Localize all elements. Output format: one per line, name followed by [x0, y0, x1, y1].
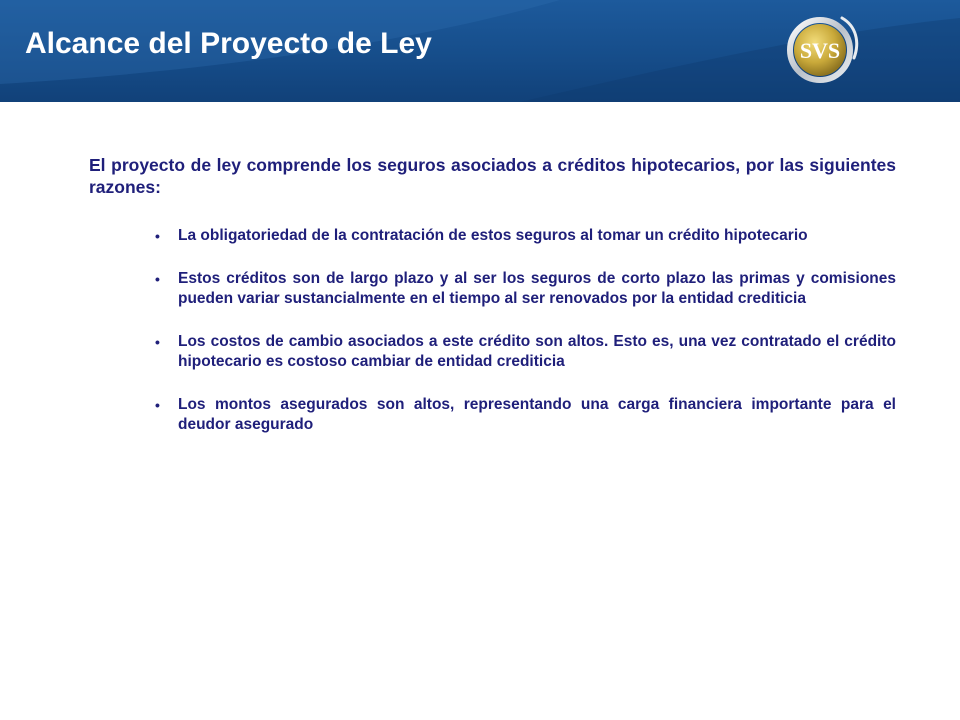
reasons-list: [89, 226, 896, 435]
list-item: [89, 395, 896, 435]
list-item: [89, 226, 896, 246]
list-item-text: Los costos de cambio asociados a este crédito son altos. Esto es, una vez contratado el crédito hipotecario es costoso cambiar de entidad crediticia: [178, 333, 896, 370]
bullet-icon: •: [155, 397, 160, 413]
page-title: Alcance del Proyecto de Ley: [25, 27, 432, 60]
bullet-icon: •: [155, 271, 160, 287]
bullet-icon: •: [155, 228, 160, 244]
slide-content: [89, 154, 896, 458]
list-item: [89, 332, 896, 372]
list-item: [89, 269, 896, 309]
svs-logo: [782, 8, 862, 88]
list-item-text: Estos créditos son de largo plazo y al ser los seguros de corto plazo las primas y comisiones pueden variar sustancialmente en el tiempo al ser renovados por la entidad crediticia: [178, 270, 896, 307]
intro-paragraph: El proyecto de ley comprende los seguros asociados a créditos hipotecarios, por las siguientes razones:: [89, 155, 896, 197]
svs-logo-icon: [782, 8, 862, 88]
list-item-text: Los montos asegurados son altos, representando una carga financiera importante para el deudor asegurado: [178, 396, 896, 433]
bullet-icon: •: [155, 334, 160, 350]
header-banner: [0, 0, 960, 102]
list-item-text: La obligatoriedad de la contratación de estos seguros al tomar un crédito hipotecario: [178, 227, 808, 244]
svs-logo-text: SVS: [799, 38, 841, 63]
